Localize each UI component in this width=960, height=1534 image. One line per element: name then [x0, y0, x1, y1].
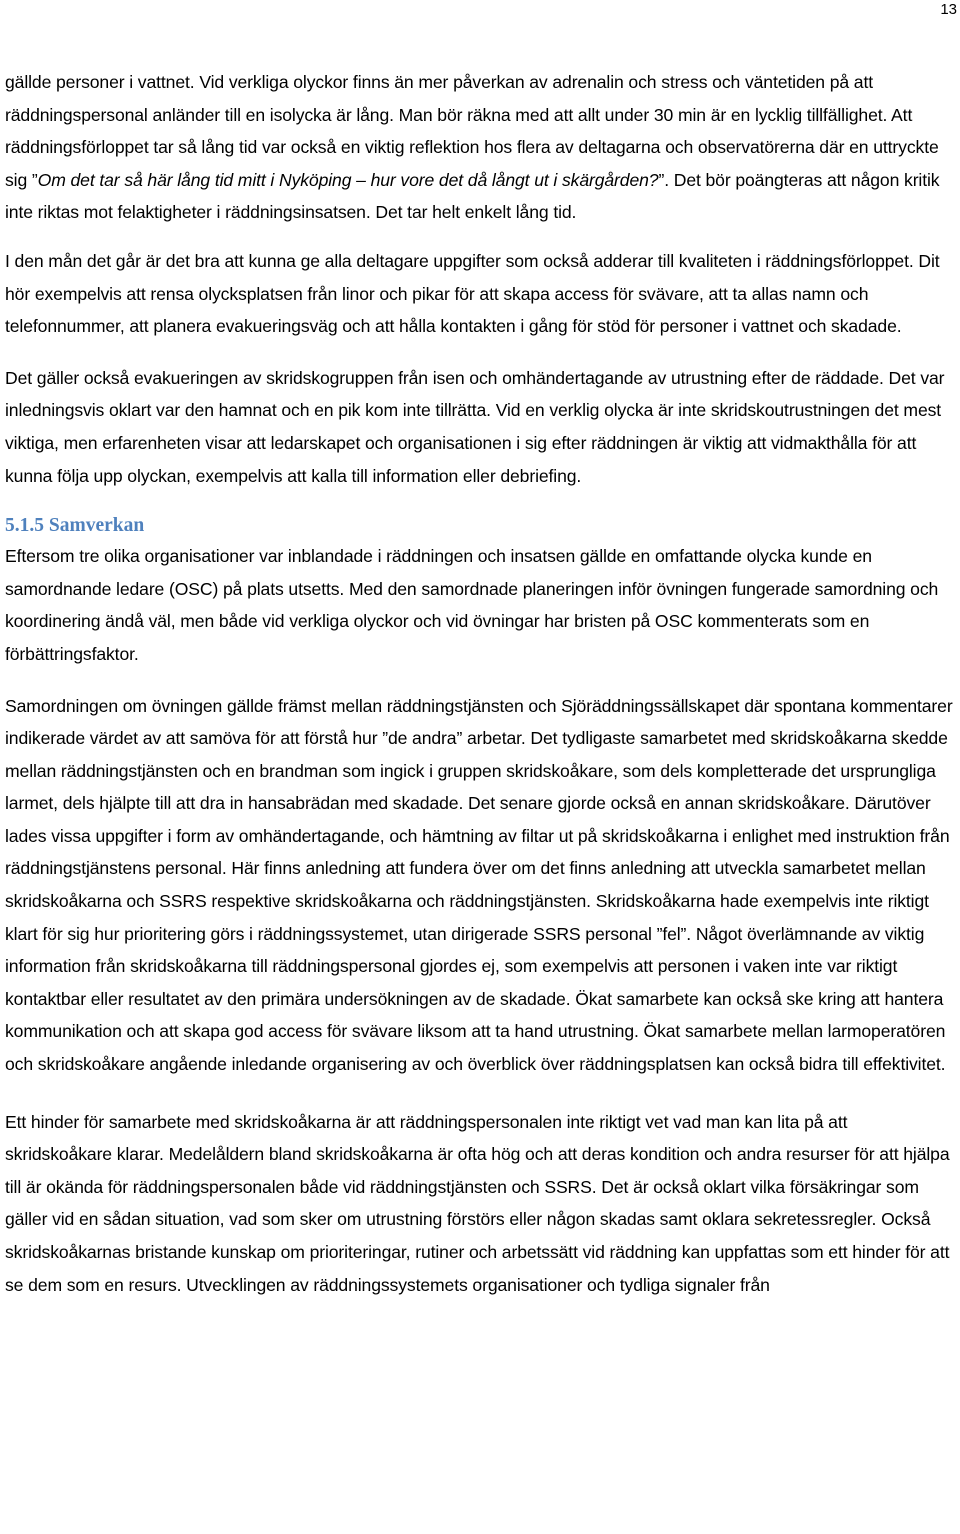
paragraph-1-text-b: ”. Det bör poängteras att någon kritik inte riktas mot felaktigheter i räddningsinsatsen. Det tar helt enkelt lång tid. — [5, 169, 940, 223]
paragraph-3: Det gäller också evakueringen av skridskogruppen från isen och omhändertagande av utrustning efter de räddade. Det var inledningsvis oklart var den hamnat och en pik kom inte tillrätta. Vid en verklig olycka är inte skridskoutrustningen det mest viktiga, men erfarenheten visar att ledarskapet och organisationen i sig efter räddningen är viktig att vidmakthålla för att kunna följa upp olyckan, exempelvis att kalla till information eller debriefing. — [5, 367, 945, 486]
document-body — [5, 66, 958, 1301]
paragraph-2: I den mån det går är det bra att kunna ge alla deltagare uppgifter som också adderar till kvaliteten i räddningsförloppet. Dit hör exempelvis att rensa olycksplatsen från linor och pikar för att skapa access för svävare, att ta allas namn och telefonnummer, att planera evakueringsväg och att hålla kontakten i gång för stöd för personer i vattnet och skadade. — [5, 250, 940, 337]
page-number: 13 — [940, 1, 957, 18]
paragraph-1-quote: Om det tar så här lång tid mitt i Nyköping – hur vore det då långt ut i skärgården? — [37, 169, 659, 190]
paragraph-6: Ett hinder för samarbete med skridskoåkarna är att räddningspersonalen inte riktigt vet vad man kan lita på att skridskoåkare klarar. Medelåldern bland skridskoåkarna är ofta hög och att deras kondition och andra resurser för att hjälpa till är okända för räddningspersonalen både vid räddningstjänsten och SSRS. Det är också oklart vilka försäkringar som gäller vid en sådan situation, vad som sker om utrustning förstörs eller någon skadas samt oklara sekretessregler. Också skridskoåkarnas bristande kunskap om prioriteringar, rutiner och arbetssätt vid räddning kan uppfattas som ett hinder för att se dem som en resurs. Utvecklingen av räddningssystemets organisationer och tydliga signaler från — [5, 1111, 950, 1295]
paragraph-1-text-a: gällde personer i vattnet. Vid verkliga olyckor finns än mer påverkan av adrenalin och stress och väntetiden på att räddningspersonal anländer till en isolycka är lång. Man bör räkna med att allt under 30 min är en lycklig tillfällighet. Att räddningsförloppet tar så lång tid var också en viktig reflektion hos flera av deltagarna och observatörerna där en uttryckte sig ” — [5, 72, 939, 190]
paragraph-5: Samordningen om övningen gällde främst mellan räddningstjänsten och Sjöräddningssällskapet där spontana kommentarer indikerade värdet av att samöva för att förstå hur ”de andra” arbetar. Det tydligaste samarbetet med skridskoåkarna skedde mellan räddningstjänsten och en brandman som ingick i gruppen skridskoåkare, som dels kompletterade det ursprungliga larmet, dels hjälpte till att dra in hansabrädan med skadade. Det senare gjorde också en annan skridskoåkare. Därutöver lades vissa uppgifter i form av omhändertagande, och hämtning av filtar ut på skridskoåkarna i enlighet med instruktion från räddningstjänstens personal. Här finns anledning att fundera över om det finns anledning att utveckla samarbetet mellan skridskoåkarna och SSRS respektive skridskoåkarna och räddningstjänsten. Skridskoåkarna hade exempelvis inte riktigt klart för sig hur prioritering görs i räddningssystemet, utan dirigerade SSRS personal ”fel”. Något överlämnande av viktig information från skridskoåkarna till räddningspersonal gjordes ej, som exempelvis att personen i vaken inte var riktigt kontaktbar eller resultatet av den primära undersökningen av de skadade. Ökat samarbete kan också ske kring att hantera kommunikation och att skapa god access för svävare liksom att ta hand utrustning. Ökat samarbete mellan larmoperatören och skridskoåkare angående inledande organisering av och överblick över räddningsplatsen kan också bidra till effektivitet. — [5, 695, 953, 1075]
paragraph-1 — [5, 66, 958, 229]
section-heading-samverkan: 5.1.5 Samverkan — [5, 515, 145, 537]
paragraph-4: Eftersom tre olika organisationer var inblandade i räddningen och insatsen gällde en omfattande olycka kunde en samordnande ledare (OSC) på plats utsetts. Med den samordnade planeringen inför övningen fungerade samordning och koordinering ändå väl, men både vid verkliga olyckor och vid övningar har bristen på OSC kommenterats som en förbättringsfaktor. — [5, 546, 939, 664]
